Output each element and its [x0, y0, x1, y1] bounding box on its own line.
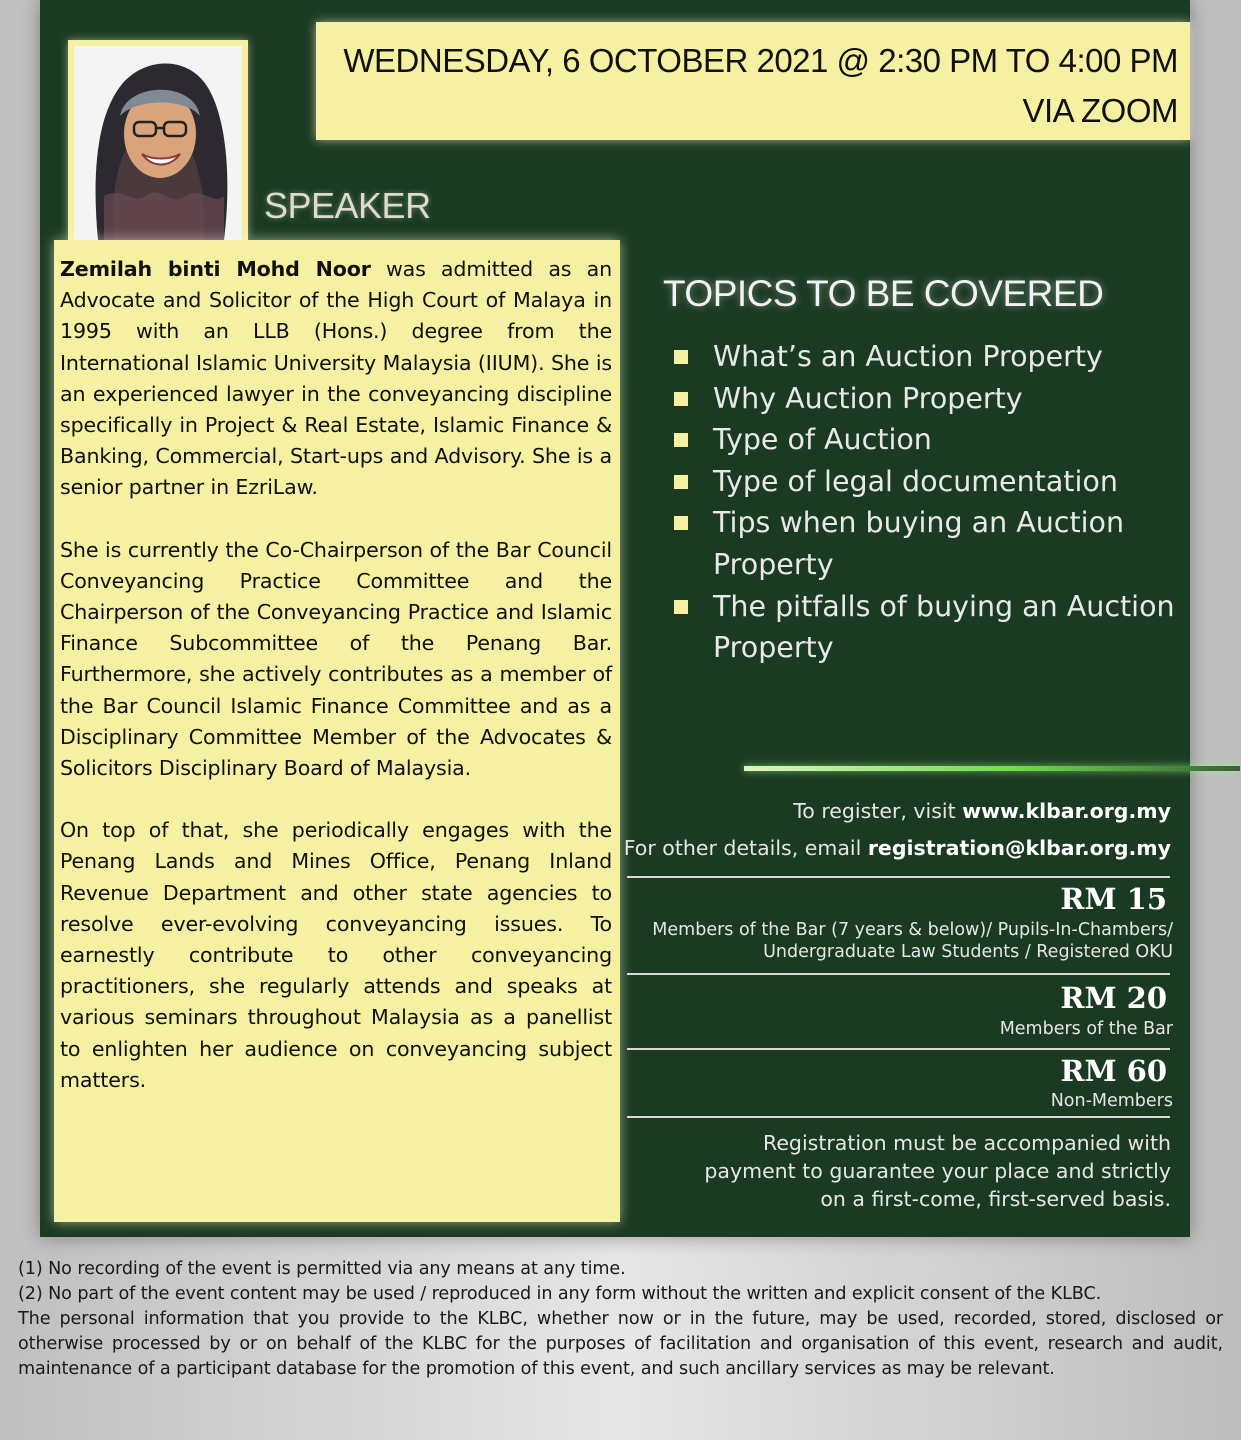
price-rm60: RM 60: [1060, 1054, 1167, 1088]
bio-paragraph-2: She is currently the Co-Chairperson of the Bar Council Conveyancing Practice Committee and the Chairperson of the Conveyancing Practice and Islamic Finance Subcommittee of the Penang Bar. Furthermore, she actively contributes as a member of the Bar Council Islamic Finance Committee and as a Disciplinary Committee Member of the Advocates & Solicitors Disciplinary Board of Malaysia.: [60, 537, 612, 781]
speaker-photo: [74, 46, 242, 240]
square-bullet-icon: [674, 475, 688, 489]
event-date-line: WEDNESDAY, 6 OCTOBER 2021 @ 2:30 PM TO 4:00 PM: [343, 42, 1178, 79]
registration-note: Registration must be accompanied with payment to guarantee your place and strictly on a first-come, first-served basis.: [704, 1131, 1171, 1211]
price-rm20: RM 20: [1060, 981, 1167, 1015]
event-date-box: [316, 22, 1190, 140]
square-bullet-icon: [674, 392, 688, 406]
divider: [627, 876, 1170, 878]
square-bullet-icon: [674, 600, 688, 614]
price-rm60-desc: Non-Members: [1050, 1091, 1173, 1111]
speaker-label: SPEAKER: [264, 185, 431, 226]
topics-title: TOPICS TO BE COVERED: [663, 273, 1104, 314]
footer-note-1: (1) No recording of the event is permitted via any means at any time.: [18, 1259, 626, 1279]
footer-note-2: (2) No part of the event content may be used / reproduced in any form without the written and explicit consent of the KLBC.: [18, 1284, 1102, 1304]
speaker-bio: [54, 240, 620, 1222]
register-link[interactable]: www.klbar.org.my: [962, 799, 1171, 823]
topic-item: What’s an Auction Property: [672, 336, 1182, 378]
square-bullet-icon: [674, 516, 688, 530]
speaker-photo-frame: [68, 40, 248, 240]
topic-item: The pitfalls of buying an Auction Property: [672, 586, 1182, 669]
bio-paragraph-1: [60, 254, 612, 504]
topic-item: Why Auction Property: [672, 378, 1182, 420]
topic-item: Type of Auction: [672, 419, 1182, 461]
email-link[interactable]: registration@klbar.org.my: [867, 836, 1171, 860]
event-venue-line: VIA ZOOM: [1022, 92, 1178, 129]
square-bullet-icon: [674, 350, 688, 364]
bio-paragraph-1-text: was admitted as an Advocate and Solicitor of the High Court of Malaya in 1995 with an LLB (Hons.) degree from the International Islamic University Malaysia (IIUM). She is an experienced lawyer in the conveyancing discipline specifically in Project & Real Estate, Islamic Finance & Banking, Commercial, Start-ups and Advisory. She is a senior partner in EzriLaw.: [60, 257, 612, 500]
divider: [627, 973, 1170, 975]
price-rm20-desc: Members of the Bar: [999, 1019, 1173, 1039]
divider: [627, 1116, 1170, 1118]
price-rm15-desc: Members of the Bar (7 years & below)/ Pupils-In-Chambers/ Undergraduate Law Students / Registered OKU: [652, 920, 1173, 962]
topic-item: Type of legal documentation: [672, 461, 1182, 503]
divider-glow-line: [744, 766, 1240, 771]
topic-item: Tips when buying an Auction Property: [672, 502, 1182, 585]
topics-list: [672, 336, 1182, 669]
price-rm15: RM 15: [1060, 882, 1167, 916]
email-line: For other details, email registration@klbar.org.my: [623, 836, 1171, 860]
speaker-name: Zemilah binti Mohd Noor: [60, 257, 371, 281]
footer-disclaimer: [18, 1257, 1223, 1382]
divider: [627, 1048, 1170, 1050]
bio-paragraph-3: On top of that, she periodically engages with the Penang Lands and Mines Office, Penang Inland Revenue Department and other state agencies to resolve ever-evolving conveyancing issues. To earnestly contribute to other conveyancing practitioners, she regularly attends and speaks at various seminars throughout Malaysia as a panellist to enlighten her audience on conveyancing subject matters.: [60, 818, 612, 1092]
footer-privacy: The personal information that you provide to the KLBC, whether now or in the future, may be used, recorded, stored, disclosed or otherwise processed by or on behalf of the KLBC for the purposes of facilitation and organisation of this event, research and audit, maintenance of a participant database for the promotion of this event, and such ancillary services as may be relevant.: [18, 1309, 1223, 1379]
speaker-portrait-icon: [74, 46, 242, 240]
register-line: To register, visit www.klbar.org.my: [793, 799, 1171, 823]
square-bullet-icon: [674, 433, 688, 447]
